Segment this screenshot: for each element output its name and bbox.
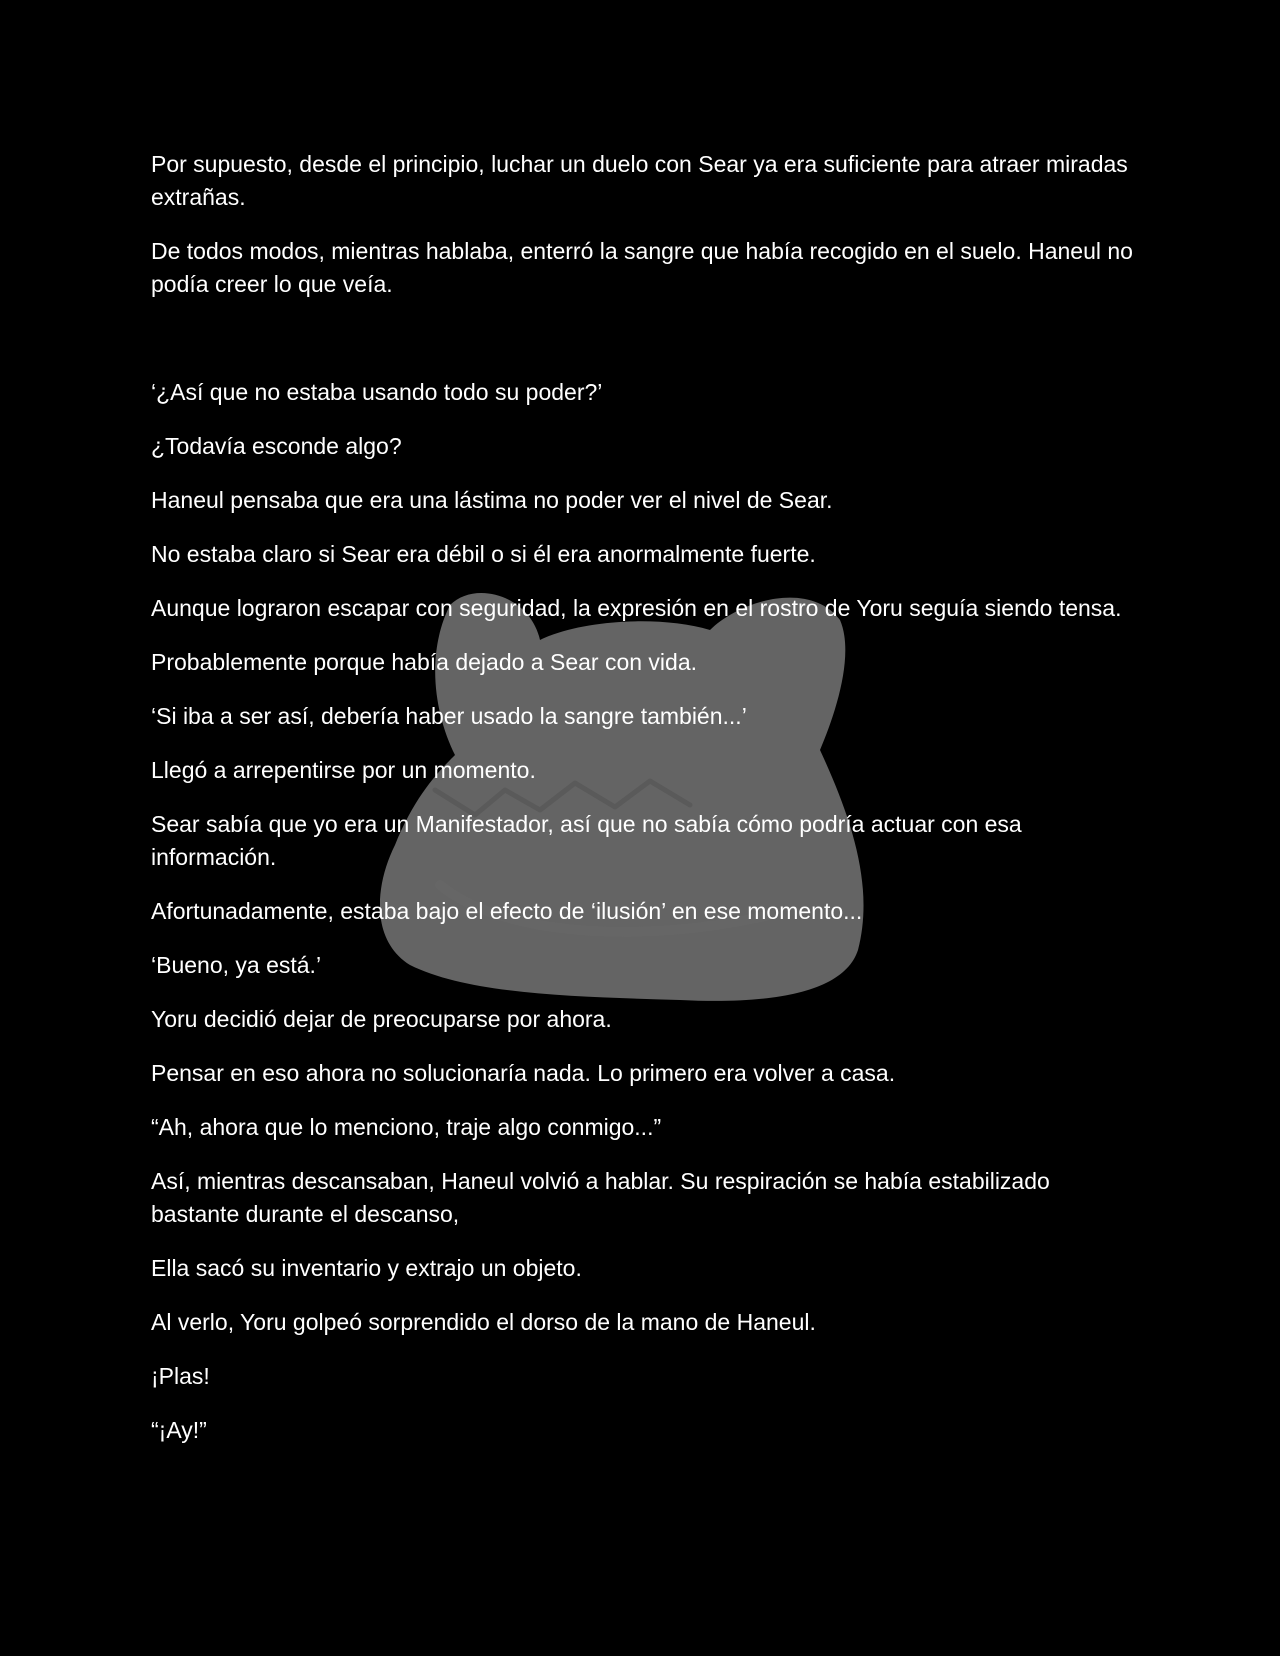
paragraph: Llegó a arrepentirse por un momento. [151, 757, 536, 783]
chapter-text [151, 148, 1136, 1468]
paragraph: ¡Plas! [151, 1363, 210, 1389]
paragraph: Por supuesto, desde el principio, luchar un duelo con Sear ya era suficiente para atraer miradas extrañas. [151, 151, 1128, 210]
paragraph: Pensar en eso ahora no solucionaría nada. Lo primero era volver a casa. [151, 1060, 896, 1086]
paragraph: Afortunadamente, estaba bajo el efecto de ‘ilusión’ en ese momento... [151, 898, 863, 924]
paragraph: ‘Si iba a ser así, debería haber usado la sangre también...’ [151, 703, 747, 729]
paragraph: No estaba claro si Sear era débil o si él era anormalmente fuerte. [151, 541, 816, 567]
paragraph: Probablemente porque había dejado a Sear con vida. [151, 649, 698, 675]
paragraph: Aunque lograron escapar con seguridad, la expresión en el rostro de Yoru seguía siendo tensa. [151, 595, 1122, 621]
paragraph: “¡Ay!” [151, 1417, 207, 1443]
paragraph: Al verlo, Yoru golpeó sorprendido el dorso de la mano de Haneul. [151, 1309, 816, 1335]
paragraph: “Ah, ahora que lo menciono, traje algo conmigo...” [151, 1114, 662, 1140]
paragraph: Yoru decidió dejar de preocuparse por ahora. [151, 1006, 612, 1032]
paragraph: ‘Bueno, ya está.’ [151, 952, 322, 978]
paragraph: Así, mientras descansaban, Haneul volvió a hablar. Su respiración se había estabilizado bastante durante el descanso, [151, 1168, 1050, 1227]
paragraph: Haneul pensaba que era una lástima no poder ver el nivel de Sear. [151, 487, 833, 513]
paragraph: ‘¿Así que no estaba usando todo su poder?’ [151, 379, 603, 405]
paragraph: Ella sacó su inventario y extrajo un objeto. [151, 1255, 582, 1281]
paragraph: ¿Todavía esconde algo? [151, 433, 402, 459]
paragraph: De todos modos, mientras hablaba, enterró la sangre que había recogido en el suelo. Haneul no podía creer lo que veía. [151, 238, 1133, 297]
paragraph: Sear sabía que yo era un Manifestador, así que no sabía cómo podría actuar con esa información. [151, 811, 1022, 870]
